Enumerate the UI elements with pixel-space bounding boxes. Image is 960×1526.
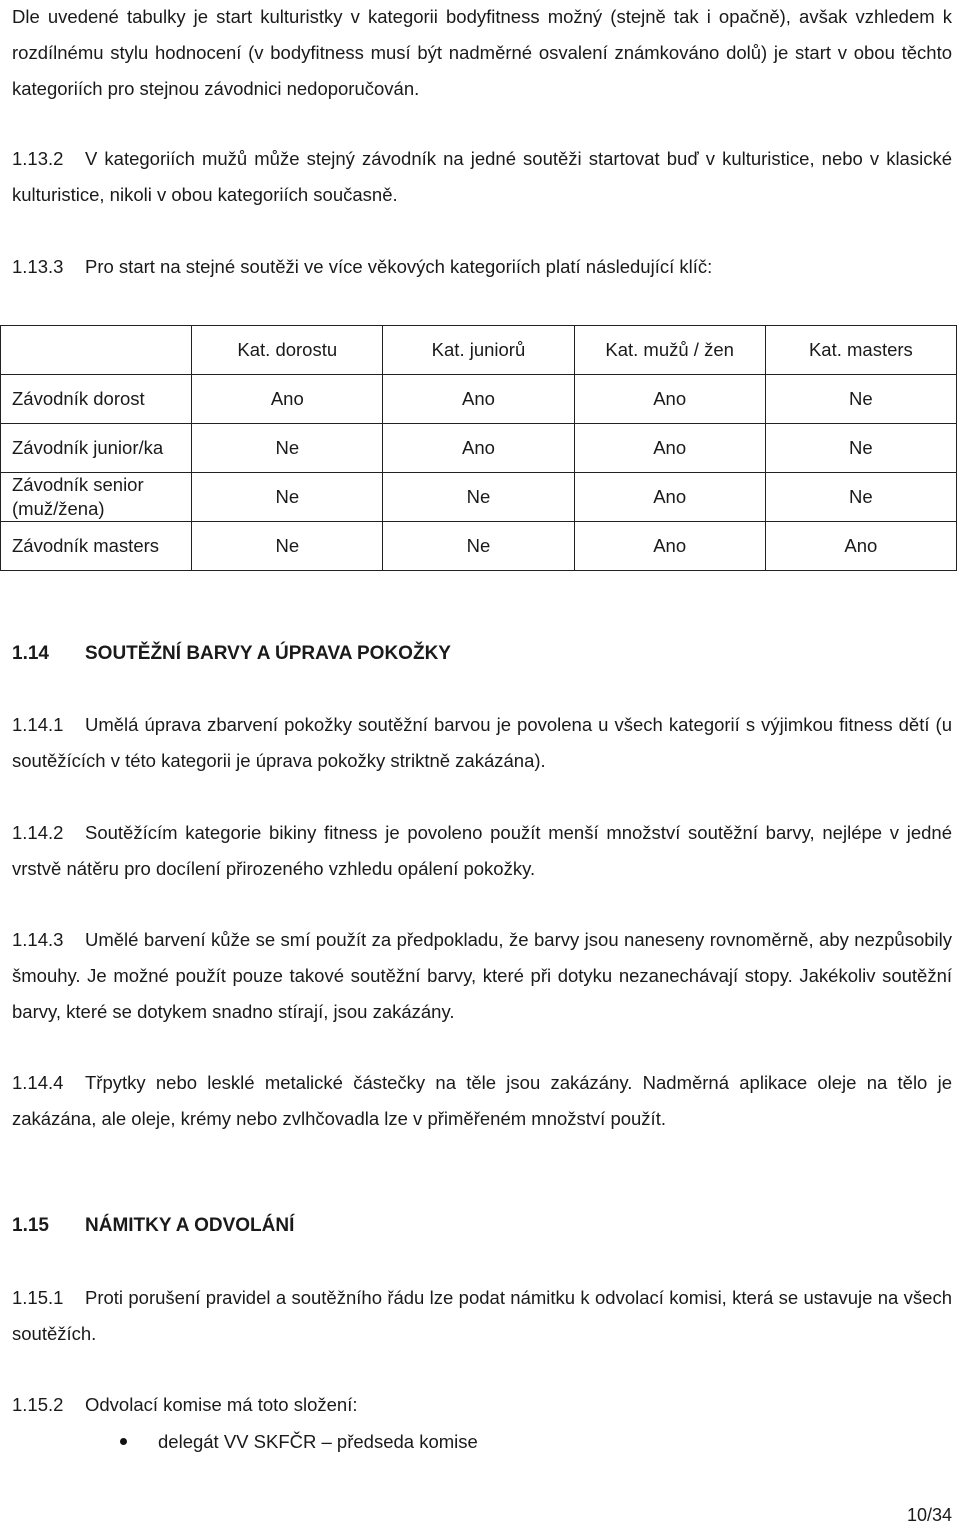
heading-title: SOUTĚŽNÍ BARVY A ÚPRAVA POKOŽKY	[85, 643, 451, 664]
section-number: 1.13.2	[12, 148, 64, 169]
table-header-cell: Kat. mužů / žen	[574, 326, 765, 375]
table-cell: Ano	[192, 375, 383, 424]
section-1-13-2	[12, 141, 952, 213]
table-cell: Ano	[765, 522, 956, 571]
table-row	[1, 522, 957, 571]
section-number: 1.14.2	[12, 822, 64, 843]
table-cell: Ne	[765, 424, 956, 473]
age-category-key-table	[0, 325, 957, 571]
table-row	[1, 375, 957, 424]
section-1-14-3	[12, 922, 952, 1030]
section-1-14-2	[12, 815, 952, 887]
heading-number: 1.14	[12, 643, 49, 664]
section-text: Odvolací komise má toto složení:	[85, 1394, 358, 1415]
table-cell: Ano	[383, 424, 574, 473]
row-label: Závodník dorost	[1, 375, 192, 424]
table-header-cell: Kat. juniorů	[383, 326, 574, 375]
table-cell: Ne	[192, 473, 383, 522]
table-cell: Ano	[574, 424, 765, 473]
section-text: Umělé barvení kůže se smí použít za předpokladu, že barvy jsou naneseny rovnoměrně, aby nezpůsobily šmouhy. Je možné použít pouze takové soutěžní barvy, které při dotyku nezanechávají stopy. Jakékoliv soutěžní barvy, které se dotykem snadno stírají, jsou zakázány.	[12, 929, 952, 1022]
section-text: Proti porušení pravidel a soutěžního řádu lze podat námitku k odvolací komisi, která se ustavuje na všech soutěžích.	[12, 1287, 952, 1344]
bullet-icon	[120, 1438, 127, 1445]
section-number: 1.13.3	[12, 256, 64, 277]
table-cell: Ne	[765, 375, 956, 424]
table-row	[1, 473, 957, 522]
section-1-15-2	[12, 1387, 952, 1423]
section-1-13-3	[12, 249, 952, 285]
heading-number: 1.15	[12, 1215, 49, 1236]
table-header-cell: Kat. dorostu	[192, 326, 383, 375]
page-number: 10/34	[906, 1505, 952, 1525]
bullet-text: delegát VV SKFČR – předseda komise	[158, 1431, 478, 1452]
table-cell: Ne	[383, 522, 574, 571]
section-number: 1.15.2	[12, 1394, 64, 1415]
section-number: 1.14.1	[12, 714, 64, 735]
table-cell: Ne	[192, 424, 383, 473]
row-label: Závodník senior (muž/žena)	[1, 473, 192, 522]
table-cell: Ne	[192, 522, 383, 571]
heading-1-14	[12, 643, 451, 665]
section-1-14-4	[12, 1065, 952, 1137]
table-cell: Ne	[765, 473, 956, 522]
section-text: Soutěžícím kategorie bikiny fitness je povoleno použít menší množství soutěžní barvy, nejlépe v jedné vrstvě nátěru pro docílení přirozeného vzhledu opálení pokožky.	[12, 822, 952, 879]
intro-text: Dle uvedené tabulky je start kulturistky v kategorii bodyfitness možný (stejně tak i opačně), avšak vzhledem k rozdílnému stylu hodnocení (v bodyfitness musí být nadměrné osvalení známkováno dolů) je start v obou těchto kategoriích pro stejnou závodnici nedoporučován.	[12, 6, 952, 99]
section-text: Třpytky nebo lesklé metalické částečky na těle jsou zakázány. Nadměrná aplikace oleje na tělo je zakázána, ale oleje, krémy nebo zvlhčovadla lze v přiměřeném množství použít.	[12, 1072, 952, 1129]
section-1-14-1	[12, 707, 952, 779]
section-text: Pro start na stejné soutěži ve více věkových kategoriích platí následující klíč:	[85, 256, 713, 277]
table-cell: Ano	[574, 522, 765, 571]
bullet-list-item	[120, 1424, 478, 1460]
table-cell: Ne	[383, 473, 574, 522]
section-text: V kategoriích mužů může stejný závodník na jedné soutěži startovat buď v kulturistice, nebo v klasické kulturistice, nikoli v obou kategoriích současně.	[12, 148, 952, 205]
row-label: Závodník junior/ka	[1, 424, 192, 473]
table-header-row	[1, 326, 957, 375]
intro-paragraph	[12, 0, 952, 107]
section-number: 1.14.4	[12, 1072, 64, 1093]
section-number: 1.15.1	[12, 1287, 64, 1308]
heading-1-15	[12, 1215, 294, 1237]
heading-title: NÁMITKY A ODVOLÁNÍ	[85, 1215, 295, 1236]
table-corner-cell	[1, 326, 192, 375]
table-header-cell: Kat. masters	[765, 326, 956, 375]
table-cell: Ano	[574, 375, 765, 424]
section-text: Umělá úprava zbarvení pokožky soutěžní barvou je povolena u všech kategorií s výjimkou fitness dětí (u soutěžících v této kategorii je úprava pokožky striktně zakázána).	[12, 714, 952, 771]
row-label: Závodník masters	[1, 522, 192, 571]
section-number: 1.14.3	[12, 929, 64, 950]
table-cell: Ano	[574, 473, 765, 522]
table-row	[1, 424, 957, 473]
section-1-15-1	[12, 1280, 952, 1352]
table-cell: Ano	[383, 375, 574, 424]
